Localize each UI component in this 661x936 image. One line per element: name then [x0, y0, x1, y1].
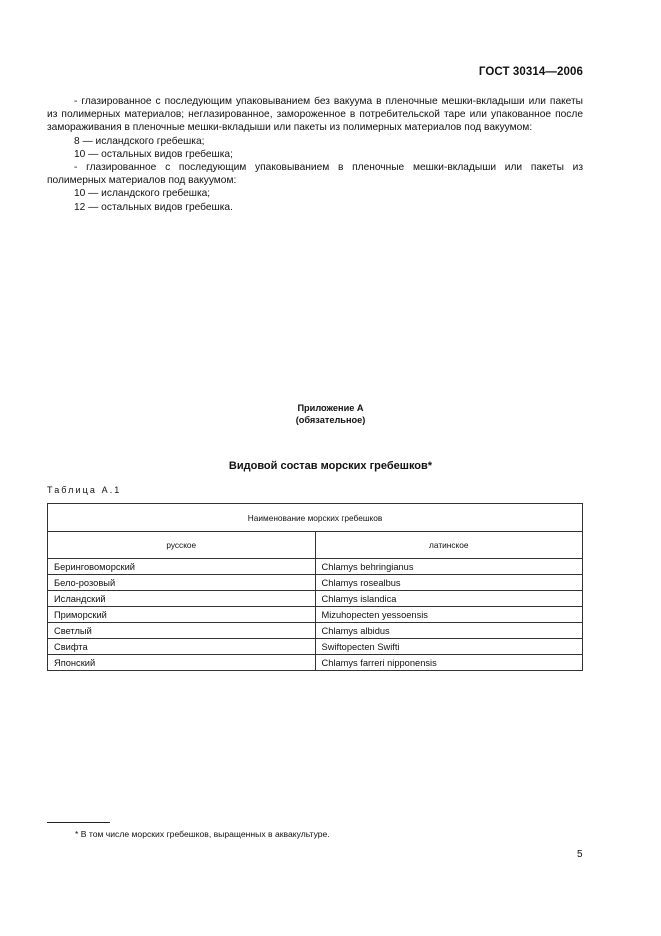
table-row — [48, 591, 583, 607]
table-row — [48, 639, 583, 655]
document-header: ГОСТ 30314—2006 — [478, 66, 583, 78]
table-group-header: Наименование морских гребешков — [48, 504, 583, 532]
paragraph: - глазированное с последующим упаковыванием в пленочные мешки-вкладыши или пакеты из полимерных материалов под вакуумом: — [47, 162, 583, 187]
body-text — [47, 95, 583, 214]
annex-status: (обязательное) — [295, 414, 366, 425]
cell-russian: Бело-розовый — [48, 575, 316, 591]
footnote-divider — [47, 822, 110, 823]
table-row — [48, 559, 583, 575]
table-title: Видовой состав морских гребешков* — [228, 460, 433, 472]
footnote: * В том числе морских гребешков, выращенных в аквакультуре. — [75, 829, 330, 839]
cell-russian: Свифта — [48, 639, 316, 655]
paragraph: 12 — остальных видов гребешка. — [74, 201, 233, 213]
paragraph: - глазированное с последующим упаковыванием без вакуума в пленочные мешки-вкладыши или пакеты из полимерных материалов; неглазированное, замороженное в потребительской таре или упакованное после замораживания в пленочные мешки-вкладыши или пакеты из полимерных материалов под вакуумом: — [47, 96, 583, 134]
cell-latin: Chlamys albidus — [315, 623, 583, 639]
table-label: Таблица А.1 — [47, 485, 122, 495]
table-group-header-row — [48, 504, 583, 532]
table-row — [48, 575, 583, 591]
paragraph: 8 — исландского гребешка; — [74, 135, 205, 147]
cell-latin: Swiftopecten Swifti — [315, 639, 583, 655]
table-row — [48, 623, 583, 639]
table-column-header-row — [48, 532, 583, 559]
cell-latin: Chlamys islandica — [315, 591, 583, 607]
cell-russian: Светлый — [48, 623, 316, 639]
page-number: 5 — [577, 849, 583, 860]
cell-latin: Mizuhopecten yessoensis — [315, 607, 583, 623]
cell-latin: Chlamys behringianus — [315, 559, 583, 575]
table-row — [48, 607, 583, 623]
cell-russian: Беринговоморский — [48, 559, 316, 575]
paragraph: 10 — исландского гребешка; — [74, 188, 211, 200]
species-table — [47, 503, 583, 671]
annex-heading — [0, 403, 661, 426]
cell-russian: Японский — [48, 655, 316, 671]
column-header-russian: русское — [48, 532, 316, 559]
annex-title: Приложение А — [297, 403, 364, 413]
column-header-latin: латинское — [315, 532, 583, 559]
paragraph: 10 — остальных видов гребешка; — [74, 148, 233, 160]
cell-latin: Chlamys farreri nipponensis — [315, 655, 583, 671]
cell-latin: Chlamys rosealbus — [315, 575, 583, 591]
table-row — [48, 655, 583, 671]
cell-russian: Приморский — [48, 607, 316, 623]
cell-russian: Исландский — [48, 591, 316, 607]
